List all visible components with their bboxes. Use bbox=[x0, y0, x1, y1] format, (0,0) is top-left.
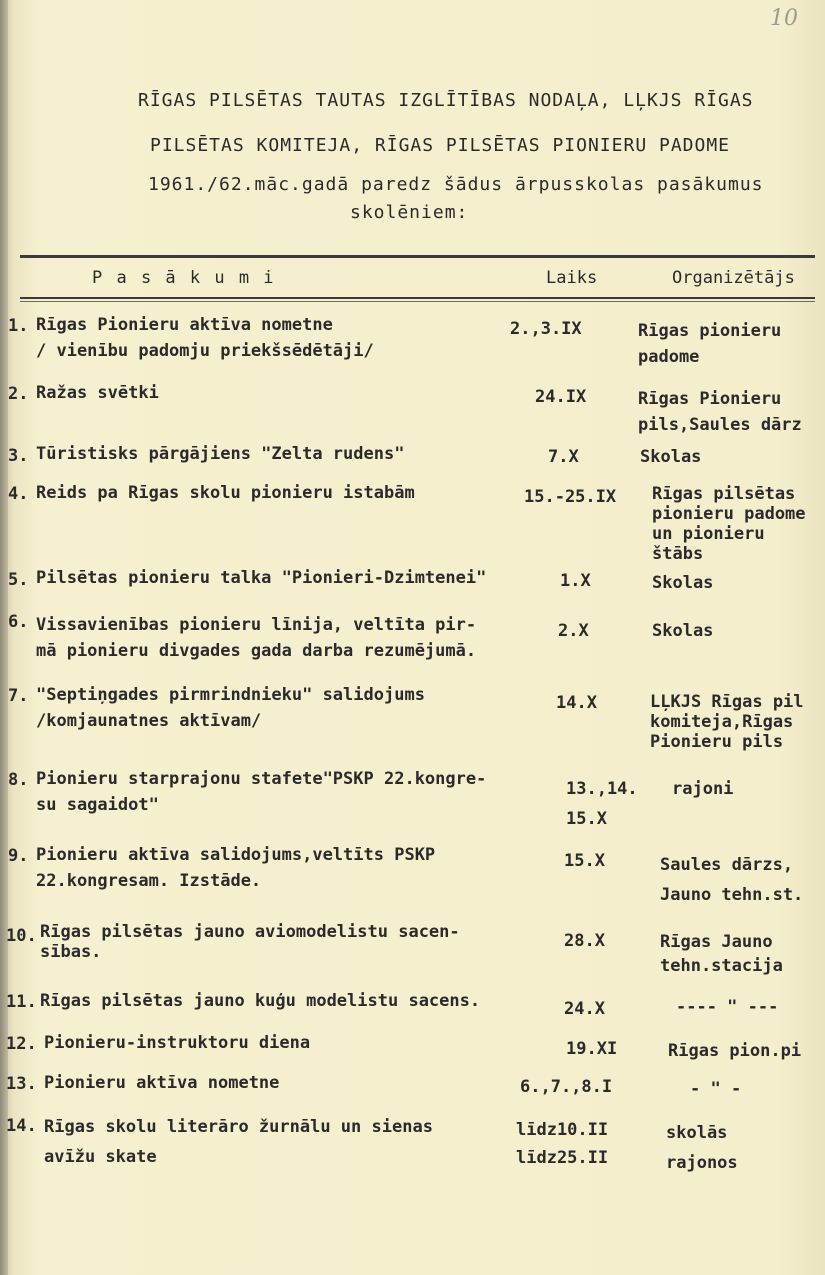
row-time: 2.X bbox=[558, 621, 589, 641]
row-organizer: Rīgas pion.pi bbox=[668, 1041, 802, 1061]
row-time: 6.,7.,8.I bbox=[520, 1077, 613, 1097]
row-event: Rīgas pilsētas jauno aviomodelistu sacen- sības. bbox=[40, 922, 460, 962]
row-time: 24.IX bbox=[535, 387, 587, 407]
row-number: 5. bbox=[8, 570, 29, 590]
row-event: Pilsētas pionieru talka "Pionieri-Dzimtenei" bbox=[36, 568, 487, 588]
row-time: 28.X bbox=[564, 931, 605, 951]
row-number: 13. bbox=[6, 1074, 37, 1094]
row-time: 15.X bbox=[564, 851, 605, 871]
row-organizer: ---- " --- bbox=[676, 997, 779, 1017]
row-organizer: Rīgas Jauno tehn.stacija bbox=[660, 932, 783, 976]
row-number: 6. bbox=[8, 612, 29, 632]
row-event: Rīgas Pionieru aktīva nometne / vienību padomju priekšsēdētāji/ bbox=[36, 315, 374, 361]
row-organizer: Skolas bbox=[652, 621, 714, 641]
row-event: Rīgas skolu literāro žurnālu un sienas avīžu skate bbox=[44, 1117, 433, 1167]
header-bottom-rule-thin bbox=[20, 301, 815, 302]
row-event: Ražas svētki bbox=[36, 383, 159, 403]
row-number: 3. bbox=[8, 446, 29, 466]
row-time: līdz10.II līdz25.II bbox=[516, 1120, 609, 1168]
row-organizer: Rīgas Pionieru pils,Saules dārz bbox=[638, 389, 802, 435]
row-event: Pionieru aktīva salidojums,veltīts PSKP 22.kongresam. Izstāde. bbox=[36, 845, 436, 891]
header-line-4: skolēniem: bbox=[350, 202, 469, 223]
row-number: 11. bbox=[6, 992, 37, 1012]
row-time: 19.XI bbox=[566, 1039, 618, 1059]
page-number: 10 bbox=[770, 6, 798, 31]
header-bottom-rule bbox=[20, 297, 815, 299]
row-organizer: Skolas bbox=[640, 447, 702, 467]
row-number: 10. bbox=[6, 926, 37, 946]
row-number: 12. bbox=[6, 1034, 37, 1054]
row-organizer: skolās rajonos bbox=[666, 1123, 738, 1173]
row-organizer: Rīgas pilsētas pionieru padome un pionieru štābs bbox=[652, 484, 806, 564]
row-event: Vissavienības pionieru līnija, veltīta pir- mā pionieru divgades gada darba rezumējumā. bbox=[36, 615, 477, 661]
row-time: 7.X bbox=[548, 447, 579, 467]
row-event: Pionieru starprajonu stafete"PSKP 22.kongre- su sagaidot" bbox=[36, 769, 487, 815]
row-number: 7. bbox=[8, 686, 29, 706]
row-organizer: Skolas bbox=[652, 573, 714, 593]
header-line-3: 1961./62.māc.gadā paredz šādus ārpusskolas pasākumus bbox=[148, 174, 764, 195]
row-event: Rīgas pilsētas jauno kuģu modelistu sacens. bbox=[40, 991, 481, 1011]
row-organizer: rajoni bbox=[672, 779, 734, 799]
table-top-rule bbox=[20, 255, 815, 258]
row-time: 2.,3.IX bbox=[510, 319, 582, 339]
row-time: 1.X bbox=[560, 571, 591, 591]
column-header-events: P a s ā k u m i bbox=[92, 268, 276, 288]
row-time: 13.,14. 15.X bbox=[566, 779, 638, 829]
row-event: Tūristisks pārgājiens "Zelta rudens" bbox=[36, 444, 405, 464]
row-organizer: Saules dārzs, Jauno tehn.st. bbox=[660, 855, 804, 905]
row-time: 14.X bbox=[556, 693, 597, 713]
row-number: 14. bbox=[6, 1116, 37, 1136]
row-number: 9. bbox=[8, 846, 29, 866]
row-number: 2. bbox=[8, 384, 29, 404]
row-number: 8. bbox=[8, 770, 29, 790]
row-number: 1. bbox=[8, 316, 29, 336]
row-event: "Septiņgades pirmrindnieku" salidojums /komjaunatnes aktīvam/ bbox=[36, 685, 425, 731]
header-line-2: PILSĒTAS KOMITEJA, RĪGAS PILSĒTAS PIONIERU PADOME bbox=[150, 135, 731, 156]
row-event: Reids pa Rīgas skolu pionieru istabām bbox=[36, 483, 415, 503]
row-time: 24.X bbox=[564, 999, 605, 1019]
header-line-1: RĪGAS PILSĒTAS TAUTAS IZGLĪTĪBAS NODAĻA, LĻKJS RĪGAS bbox=[138, 90, 754, 111]
row-organizer: LĻKJS Rīgas pil komiteja,Rīgas Pionieru pils bbox=[650, 692, 804, 752]
row-event: Pionieru aktīva nometne bbox=[44, 1073, 280, 1093]
row-time: 15.-25.IX bbox=[524, 487, 617, 507]
row-organizer: - " - bbox=[690, 1079, 742, 1099]
row-event: Pionieru-instruktoru diena bbox=[44, 1033, 311, 1053]
row-number: 4. bbox=[8, 484, 29, 504]
row-organizer: Rīgas pionieru padome bbox=[638, 321, 782, 367]
column-header-time: Laiks bbox=[546, 268, 598, 288]
column-header-organizers: Organizētājs bbox=[672, 268, 795, 288]
